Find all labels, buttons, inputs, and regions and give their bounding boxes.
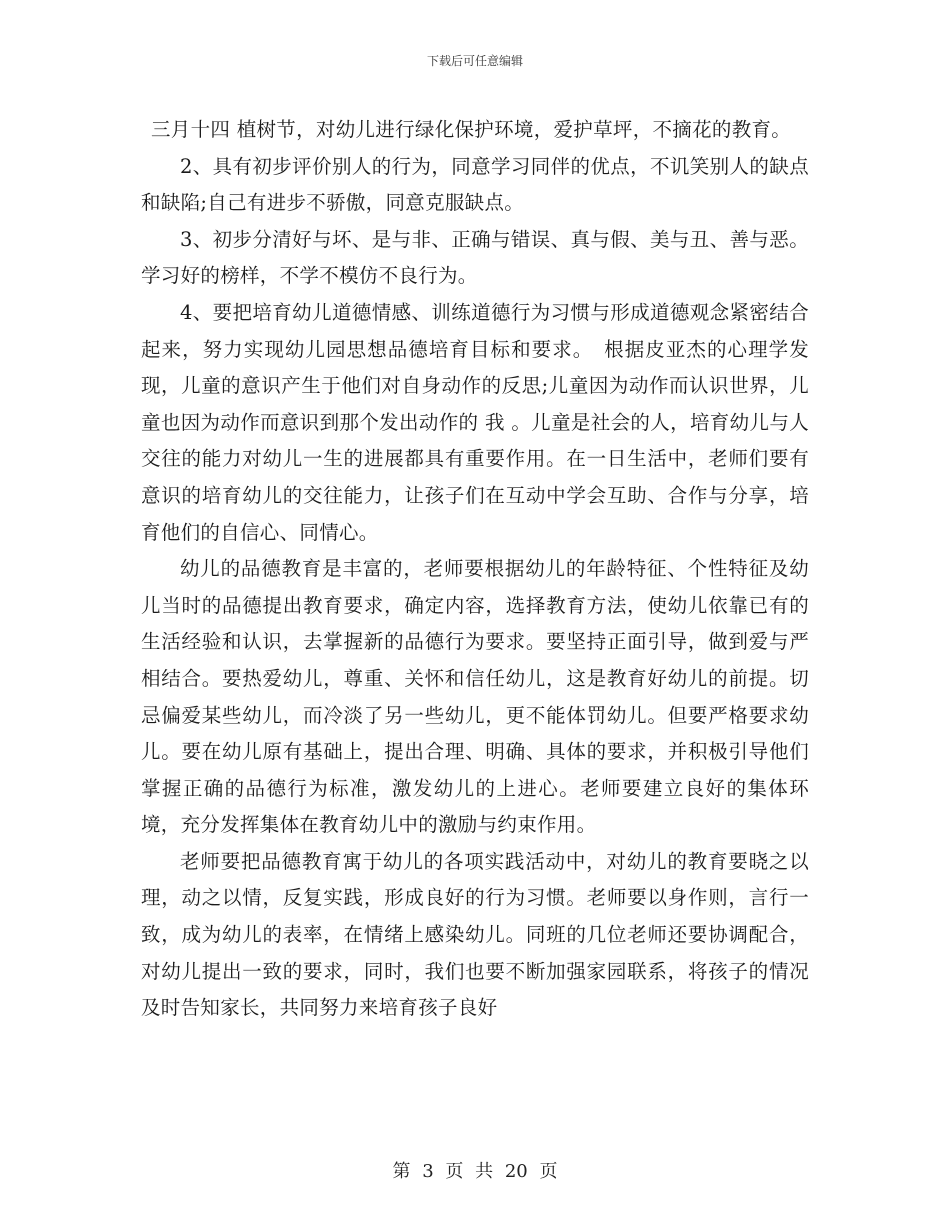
document-body [141,112,809,1027]
page-number-footer: 第 3 页 共 20 页 [392,1161,558,1182]
page-header: 下载后可任意编辑 [426,54,523,68]
paragraph-item-4: 4、要把培育幼儿道德情感、训练道德行为习惯与形成道德观念紧密结合起来，努力实现幼儿园思想品德培育目标和要求。 根据皮亚杰的心理学发现，儿童的意识产生于他们对自身动作的反思;儿童因为动作而认识世界，儿童也因为动作而意识到那个发出动作的 我 。儿童是社会的人，培育幼儿与人交往的能力对幼儿一生的进展都具有重要作用。在一日生活中，老师们要有意识的培育幼儿的交往能力，让孩子们在互动中学会互助、合作与分享，培育他们的自信心、同情心。 [141,300,809,544]
paragraph-moral-education: 幼儿的品德教育是丰富的，老师要根据幼儿的年龄特征、个性特征及幼儿当时的品德提出教育要求，确定内容，选择教育方法，使幼儿依靠已有的生活经验和认识，去掌握新的品德行为要求。要坚持正面引导，做到爱与严相结合。要热爱幼儿，尊重、关怀和信任幼儿，这是教育好幼儿的前提。切忌偏爱某些幼儿，而冷淡了另一些幼儿，更不能体罚幼儿。但要严格要求幼儿。要在幼儿原有基础上，提出合理、明确、具体的要求，并积极引导他们掌握正确的品德行为标准，激发幼儿的上进心。老师要建立良好的集体环境，充分发挥集体在教育幼儿中的激励与约束作用。 [141,557,809,837]
paragraph-arbor-day: 三月十四 植树节，对幼儿进行绿化保护环境，爱护草坪，不摘花的教育。 [151,118,792,141]
paragraph-teacher-practice: 老师要把品德教育寓于幼儿的各项实践活动中，对幼儿的教育要晓之以理，动之以情，反复实践，形成良好的行为习惯。老师要以身作则，言行一致，成为幼儿的表率，在情绪上感染幼儿。同班的几位老师还要协调配合，对幼儿提出一致的要求，同时，我们也要不断加强家园联系，将孩子的情况及时告知家长，共同努力来培育孩子良好 [141,849,809,1020]
paragraph-item-3: 3、初步分清好与坏、是与非、正确与错误、真与假、美与丑、善与恶。学习好的榜样，不学不模仿不良行为。 [141,227,809,288]
paragraph-item-2: 2、具有初步评价别人的行为，同意学习同伴的优点，不讥笑别人的缺点和缺陷;自己有进步不骄傲，同意克服缺点。 [141,154,809,215]
